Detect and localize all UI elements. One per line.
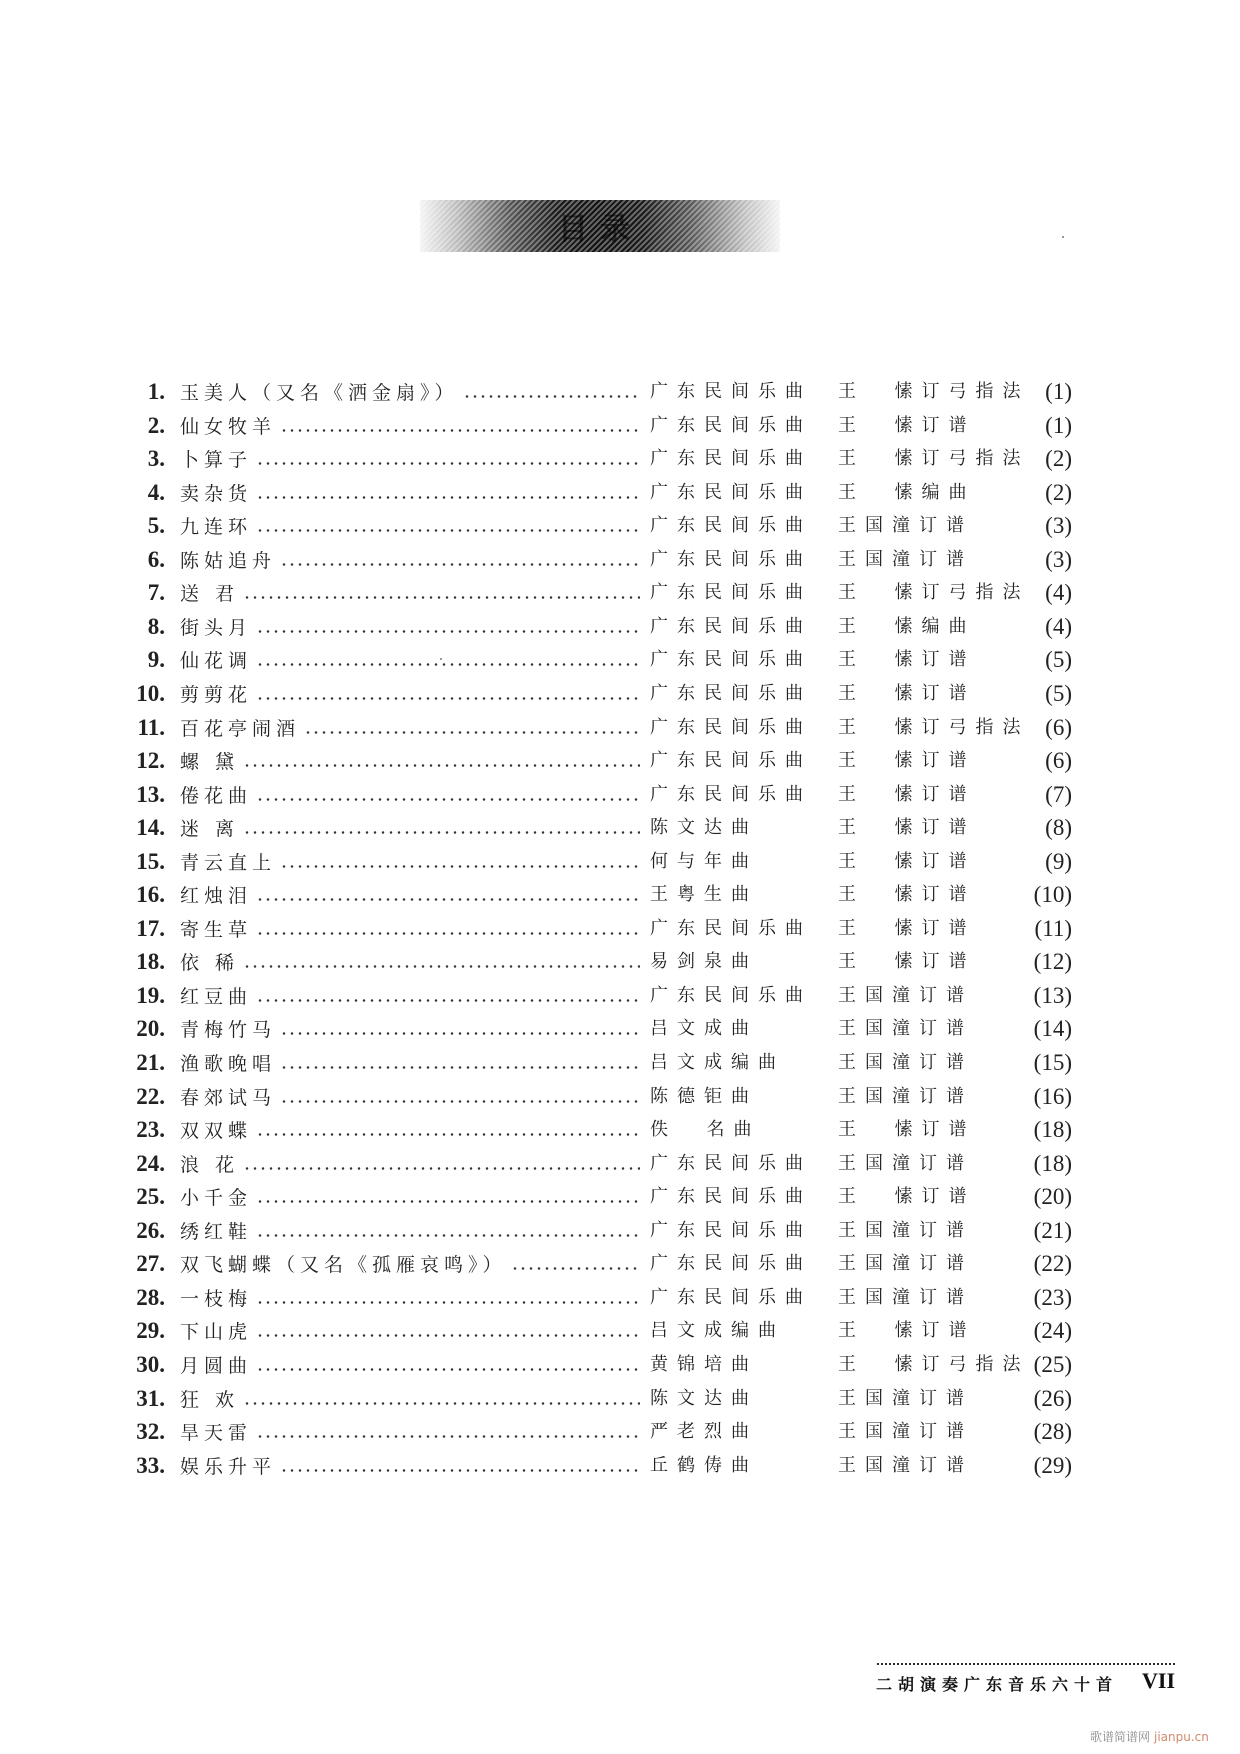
entry-number: 12. (136, 748, 165, 774)
entry-title: 春郊试马 (180, 1083, 280, 1110)
entry-title: 卖杂货 (180, 479, 256, 506)
entry-page: (1) (1045, 379, 1072, 404)
entry-page: (4) (1045, 613, 1072, 639)
entry-title-cell (180, 641, 640, 678)
entry-title: 月圆曲 (180, 1351, 256, 1378)
toc-entry[interactable] (0, 1078, 1240, 1115)
dot-leader (243, 1380, 640, 1417)
entry-title-cell (180, 1078, 640, 1115)
entry-page: (4) (1045, 580, 1072, 606)
entry-title: 浪 花 (180, 1150, 243, 1177)
entry-title-cell (180, 373, 640, 410)
entry-composer: 广东民间乐曲 (650, 448, 812, 470)
entry-title-cell (180, 1380, 640, 1417)
entry-title-cell (180, 1044, 640, 1081)
entry-title: 玉美人（又名《洒金扇》） (180, 378, 463, 405)
toc-entry[interactable] (0, 1044, 1240, 1081)
entry-number: 32. (136, 1419, 165, 1445)
entry-page: (6) (1045, 714, 1072, 740)
entry-title-cell (180, 675, 640, 712)
entry-composer: 广东民间乐曲 (650, 381, 812, 402)
entry-title-cell (180, 1212, 640, 1249)
dot-leader (280, 1078, 640, 1115)
entry-title-cell (180, 977, 640, 1014)
entry-editor: 王 愫订谱 (838, 884, 976, 906)
dot-leader (256, 507, 640, 544)
entry-composer: 广东民间乐曲 (650, 1152, 812, 1174)
entry-composer: 易剑泉曲 (650, 951, 758, 973)
entry-number: 26. (136, 1217, 165, 1243)
entry-number: 6. (147, 546, 165, 572)
entry-title: 渔歌晚唱 (180, 1049, 280, 1076)
entry-page: (5) (1045, 647, 1072, 673)
entry-title: 依 稀 (180, 948, 243, 975)
entry-composer: 广东民间乐曲 (650, 1253, 812, 1275)
entry-title: 红烛泪 (180, 881, 256, 908)
dot-leader (243, 809, 640, 846)
entry-title: 百花亭闹酒 (180, 714, 304, 741)
entry-number: 33. (136, 1452, 165, 1478)
dot-leader (256, 1212, 640, 1249)
entry-number: 19. (136, 982, 165, 1008)
entry-page: (25) (1033, 1351, 1072, 1377)
toc-entry[interactable] (0, 1279, 1240, 1316)
dot-leader (256, 675, 640, 712)
entry-editor: 王 愫订弓指法 (838, 716, 1030, 738)
toc-entry[interactable] (0, 1413, 1240, 1450)
entry-editor: 王国潼订谱 (838, 548, 973, 570)
page-title: 目录 (558, 212, 642, 247)
toc-entry[interactable] (0, 1010, 1240, 1047)
entry-page: (22) (1033, 1251, 1072, 1277)
toc-entry[interactable] (0, 574, 1240, 611)
entry-editor: 王 愫订谱 (838, 750, 976, 772)
dot-leader (256, 1178, 640, 1215)
entry-title: 仙女牧羊 (180, 412, 280, 439)
dot-leader (280, 1447, 640, 1484)
entry-page: (14) (1033, 1016, 1072, 1042)
entry-editor: 王国潼订谱 (838, 1152, 973, 1174)
entry-title-cell (180, 1279, 640, 1316)
entry-editor: 王国潼订谱 (838, 1018, 973, 1040)
entry-editor: 王 愫编曲 (838, 615, 976, 637)
entry-title-cell (180, 1346, 640, 1383)
entry-title-cell (180, 1413, 640, 1450)
entry-editor: 王 愫订谱 (838, 951, 976, 973)
entry-title-cell (180, 440, 640, 477)
entry-title-cell (180, 574, 640, 611)
entry-composer: 吕文成编曲 (650, 1052, 785, 1073)
entry-number: 8. (147, 613, 165, 639)
toc-entry[interactable] (0, 373, 1240, 410)
entry-editor: 王 愫订谱 (838, 1119, 976, 1141)
toc-entry[interactable] (0, 943, 1240, 980)
toc-entry[interactable] (0, 1312, 1240, 1349)
entry-composer: 丘鹤俦曲 (650, 1454, 758, 1476)
entry-number: 25. (136, 1184, 165, 1210)
entry-composer: 广东民间乐曲 (650, 1286, 812, 1308)
entry-editor: 王 愫订谱 (838, 917, 976, 939)
entry-composer: 广东民间乐曲 (650, 783, 812, 805)
dot-leader (256, 641, 640, 678)
entry-page: (18) (1033, 1150, 1072, 1176)
toc-entry[interactable] (0, 876, 1240, 913)
entry-title: 送 君 (180, 579, 243, 606)
entry-composer: 广东民间乐曲 (650, 750, 812, 772)
watermark-site-name: 歌谱简谱网 (1090, 1730, 1151, 1744)
entry-editor: 王 愫订谱 (838, 1320, 976, 1342)
dot-leader (256, 608, 640, 645)
toc-title-banner (420, 200, 780, 252)
entry-title-cell (180, 1312, 640, 1349)
entry-title-cell (180, 1111, 640, 1148)
entry-page: (6) (1045, 748, 1072, 774)
toc-entry[interactable] (0, 910, 1240, 947)
entry-composer: 广东民间乐曲 (650, 716, 812, 738)
entry-title: 街头月 (180, 613, 256, 640)
entry-page: (1) (1045, 412, 1072, 438)
entry-composer: 吕文成曲 (650, 1018, 758, 1040)
entry-number: 15. (136, 848, 165, 874)
dot-leader (256, 1279, 640, 1316)
toc-entry[interactable] (0, 675, 1240, 712)
entry-title-cell (180, 507, 640, 544)
dot-leader (243, 943, 640, 980)
entry-composer: 吕文成编曲 (650, 1320, 785, 1342)
entry-composer: 广东民间乐曲 (650, 615, 812, 637)
dot-leader (256, 876, 640, 913)
watermark (1090, 1728, 1209, 1745)
entry-number: 16. (136, 882, 165, 908)
entry-composer: 广东民间乐曲 (650, 1186, 812, 1208)
entry-title-cell (180, 809, 640, 846)
entry-title-cell (180, 407, 640, 444)
toc-entry[interactable] (0, 977, 1240, 1014)
entry-composer: 陈文达曲 (650, 1387, 758, 1409)
entry-number: 5. (147, 513, 165, 539)
entry-composer: 广东民间乐曲 (650, 649, 812, 671)
entry-title: 螺 黛 (180, 747, 243, 774)
entry-number: 29. (136, 1318, 165, 1344)
entry-title-cell (180, 1245, 640, 1282)
entry-number: 9. (147, 647, 165, 673)
entry-title-cell (180, 742, 640, 779)
entry-editor: 王 愫订谱 (838, 817, 976, 839)
entry-page: (15) (1033, 1050, 1072, 1075)
entry-editor: 王 愫订谱 (838, 649, 976, 671)
entry-composer: 广东民间乐曲 (650, 515, 812, 537)
dot-leader (256, 910, 640, 947)
dot-leader (304, 709, 640, 746)
entry-editor: 王国潼订谱 (838, 1085, 973, 1107)
entry-number: 17. (136, 915, 165, 941)
entry-page: (2) (1045, 479, 1072, 505)
entry-title-cell (180, 608, 640, 645)
entry-number: 2. (147, 412, 165, 438)
footer-divider (876, 1663, 1176, 1665)
toc-entry[interactable] (0, 1380, 1240, 1417)
entry-page: (10) (1033, 882, 1072, 908)
entry-page: (18) (1033, 1117, 1072, 1143)
entry-title: 青云直上 (180, 848, 280, 875)
entry-page: (3) (1045, 546, 1072, 572)
entry-composer: 佚 名曲 (650, 1119, 761, 1141)
entry-composer: 广东民间乐曲 (650, 1219, 812, 1241)
dot-leader (280, 843, 640, 880)
dot-leader (243, 742, 640, 779)
entry-composer: 何与年曲 (650, 850, 758, 872)
entry-number: 1. (147, 379, 165, 404)
entry-title: 迷 离 (180, 814, 243, 841)
entry-editor: 王国潼订谱 (838, 1219, 973, 1241)
toc-entry[interactable] (0, 474, 1240, 511)
entry-number: 22. (136, 1083, 165, 1109)
entry-page: (11) (1034, 915, 1072, 941)
entry-title: 绣红鞋 (180, 1217, 256, 1244)
entry-page: (28) (1033, 1419, 1072, 1445)
entry-number: 3. (147, 446, 165, 472)
entry-number: 21. (136, 1050, 165, 1075)
toc-entry[interactable] (0, 1212, 1240, 1249)
toc-entry[interactable] (0, 608, 1240, 645)
dot-leader (256, 1413, 640, 1450)
watermark-url: jianpu.cn (1154, 1730, 1209, 1744)
dot-leader (463, 373, 640, 410)
entry-number: 7. (147, 580, 165, 606)
dot-leader (280, 407, 640, 444)
entry-editor: 王国潼订谱 (838, 1421, 973, 1443)
entry-number: 13. (136, 781, 165, 807)
toc-entry[interactable] (0, 1178, 1240, 1215)
entry-title: 倦花曲 (180, 781, 256, 808)
entry-title-cell (180, 1145, 640, 1182)
dot-leader (256, 776, 640, 813)
entry-editor: 王 愫订弓指法 (838, 381, 1030, 402)
entry-editor: 王 愫订谱 (838, 682, 976, 704)
entry-editor: 王国潼订谱 (838, 1253, 973, 1275)
entry-title: 陈姑追舟 (180, 546, 280, 573)
entry-number: 28. (136, 1284, 165, 1310)
entry-page: (26) (1033, 1385, 1072, 1411)
entry-title-cell (180, 843, 640, 880)
entry-editor: 王 愫订谱 (838, 1186, 976, 1208)
entry-editor: 王 愫订谱 (838, 850, 976, 872)
entry-editor: 王 愫订谱 (838, 783, 976, 805)
entry-title: 卜算子 (180, 445, 256, 472)
entry-title-cell (180, 1010, 640, 1047)
entry-page: (13) (1033, 982, 1072, 1008)
entry-title: 仙花调 (180, 646, 256, 673)
entry-title: 狂 欢 (180, 1385, 243, 1412)
entry-composer: 黄锦培曲 (650, 1353, 758, 1375)
dot-leader (256, 440, 640, 477)
dot-leader (280, 541, 640, 578)
entry-number: 31. (136, 1385, 165, 1411)
entry-title: 下山虎 (180, 1317, 256, 1344)
toc-entry[interactable] (0, 809, 1240, 846)
dot-leader (256, 1111, 640, 1148)
entry-title-cell (180, 776, 640, 813)
dot-leader (243, 574, 640, 611)
toc-entry[interactable] (0, 1346, 1240, 1383)
dot-leader (256, 1346, 640, 1383)
entry-composer: 广东民间乐曲 (650, 414, 812, 436)
entry-number: 27. (136, 1251, 165, 1277)
entry-number: 30. (136, 1351, 165, 1377)
entry-number: 23. (136, 1117, 165, 1143)
entry-page: (8) (1045, 815, 1072, 841)
entry-number: 24. (136, 1150, 165, 1176)
entry-title: 青梅竹马 (180, 1015, 280, 1042)
entry-title: 一枝梅 (180, 1284, 256, 1311)
entry-composer: 广东民间乐曲 (650, 548, 812, 570)
entry-page: (12) (1033, 949, 1072, 975)
entry-title: 寄生草 (180, 915, 256, 942)
entry-editor: 王国潼订谱 (838, 1052, 973, 1073)
dot-leader (256, 474, 640, 511)
entry-number: 14. (136, 815, 165, 841)
dot-leader (280, 1044, 640, 1081)
toc-entry[interactable] (0, 1111, 1240, 1148)
entry-page: (7) (1045, 781, 1072, 807)
entry-number: 10. (136, 680, 165, 706)
toc-entry[interactable] (0, 541, 1240, 578)
entry-title-cell (180, 541, 640, 578)
entry-editor: 王国潼订谱 (838, 984, 973, 1006)
entry-title-cell (180, 1178, 640, 1215)
entry-title: 双双蝶 (180, 1116, 256, 1143)
entry-title: 双飞蝴蝶（又名《孤雁哀鸣》） (180, 1250, 511, 1277)
toc-entry[interactable] (0, 709, 1240, 746)
scan-speck (1062, 236, 1064, 238)
entry-composer: 广东民间乐曲 (650, 682, 812, 704)
toc-entry[interactable] (0, 1245, 1240, 1282)
entry-composer: 严老烈曲 (650, 1421, 758, 1443)
toc-entry[interactable] (0, 742, 1240, 779)
entry-title: 九连环 (180, 512, 256, 539)
entry-title-cell (180, 943, 640, 980)
entry-number: 18. (136, 949, 165, 975)
entry-page: (21) (1033, 1217, 1072, 1243)
entry-page: (23) (1033, 1284, 1072, 1310)
entry-title: 旱天雷 (180, 1418, 256, 1445)
entry-title: 小千金 (180, 1183, 256, 1210)
entry-page: (29) (1033, 1452, 1072, 1478)
entry-editor: 王国潼订谱 (838, 1454, 973, 1476)
entry-editor: 王国潼订谱 (838, 515, 973, 537)
dot-leader (256, 1312, 640, 1349)
entry-editor: 王国潼订谱 (838, 1286, 973, 1308)
entry-composer: 陈德钜曲 (650, 1085, 758, 1107)
entry-title: 娱乐升平 (180, 1452, 280, 1479)
entry-page: (24) (1033, 1318, 1072, 1344)
entry-editor: 王 愫订弓指法 (838, 582, 1030, 604)
entry-title-cell (180, 876, 640, 913)
footer-page-number: VII (1142, 1668, 1176, 1693)
entry-title-cell (180, 474, 640, 511)
entry-title-cell (180, 910, 640, 947)
dot-leader (511, 1245, 640, 1282)
entry-number: 20. (136, 1016, 165, 1042)
dot-leader (256, 977, 640, 1014)
toc-entry[interactable] (0, 641, 1240, 678)
entry-number: 4. (147, 479, 165, 505)
entry-number: 11. (137, 714, 165, 740)
dot-leader (280, 1010, 640, 1047)
entry-page: (20) (1033, 1184, 1072, 1210)
entry-page: (16) (1033, 1083, 1072, 1109)
entry-composer: 陈文达曲 (650, 817, 758, 839)
footer-book-title: 二胡演奏广东音乐六十首 (876, 1675, 1119, 1694)
entry-title-cell (180, 1447, 640, 1484)
toc-entry[interactable] (0, 1447, 1240, 1484)
entry-page: (5) (1045, 680, 1072, 706)
entry-editor: 王国潼订谱 (838, 1387, 973, 1409)
toc-entry[interactable] (0, 776, 1240, 813)
entry-editor: 王 愫订弓指法 (838, 448, 1030, 470)
entry-page: (2) (1045, 446, 1072, 472)
entry-composer: 广东民间乐曲 (650, 984, 812, 1006)
entry-title: 剪剪花 (180, 680, 256, 707)
dot-leader (243, 1145, 640, 1182)
toc-entry[interactable] (0, 1145, 1240, 1182)
entry-editor: 王 愫订谱 (838, 414, 976, 436)
entry-composer: 广东民间乐曲 (650, 582, 812, 604)
entry-editor: 王 愫订弓指法 (838, 1353, 1030, 1375)
entry-editor: 王 愫编曲 (838, 481, 976, 503)
entry-page: (9) (1045, 848, 1072, 874)
entry-composer: 王粤生曲 (650, 884, 758, 906)
toc-entry[interactable] (0, 507, 1240, 544)
toc-entry[interactable] (0, 440, 1240, 477)
toc-entry[interactable] (0, 407, 1240, 444)
entry-composer: 广东民间乐曲 (650, 917, 812, 939)
entry-composer: 广东民间乐曲 (650, 481, 812, 503)
entry-title-cell (180, 709, 640, 746)
entry-page: (3) (1045, 513, 1072, 539)
toc-entry[interactable] (0, 843, 1240, 880)
entry-title: 红豆曲 (180, 982, 256, 1009)
